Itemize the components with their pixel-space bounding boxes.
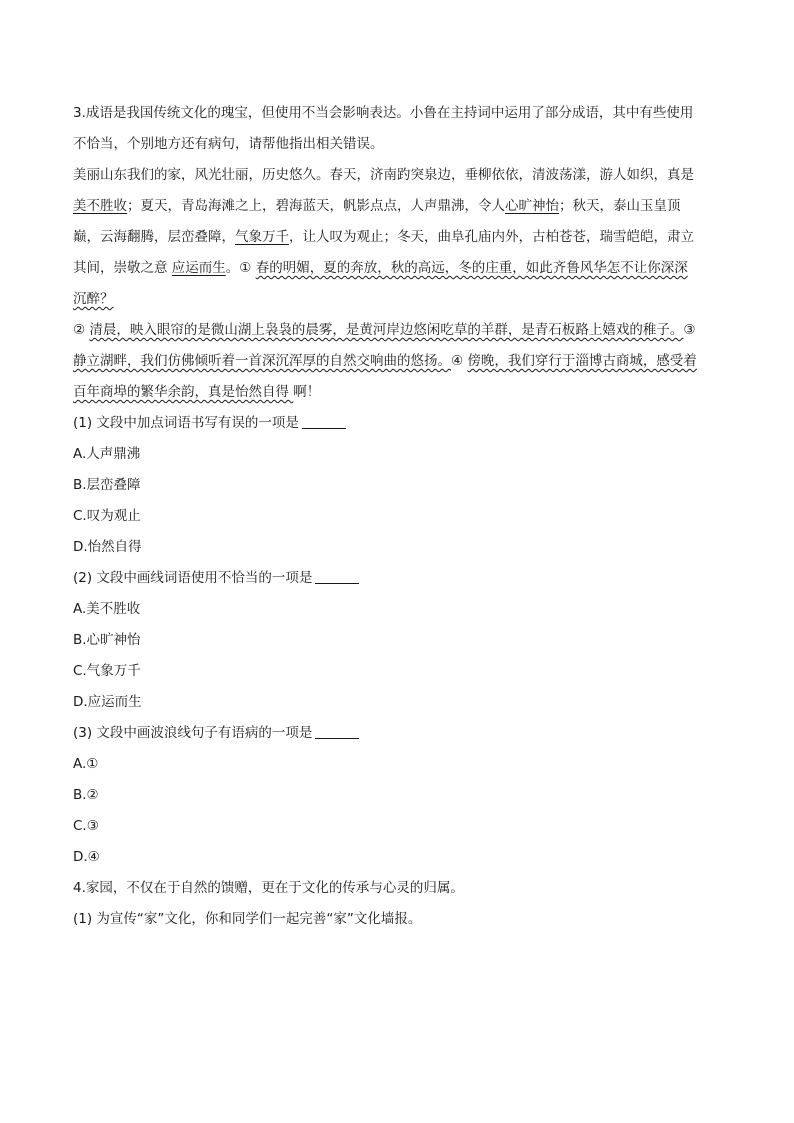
passage-line-4 [73, 253, 723, 284]
wavy-sentence: 静立湖畔，我们仿佛倾听着一首深沉浑厚的自然交响曲的悠扬。 [73, 353, 451, 369]
wavy-sentence: 春的明媚，夏的奔放，秋的高远，冬的庄重，如此齐鲁风华怎不让你深深 [255, 260, 688, 276]
passage-text: ② [73, 322, 90, 338]
question-content [73, 98, 723, 935]
option-d: D.④ [73, 849, 100, 865]
passage-line-5 [73, 284, 723, 315]
answer-blank[interactable] [302, 414, 346, 429]
underlined-idiom: 心旷神怡 [505, 198, 559, 214]
q4-stem: 4.家园，不仅在于自然的馈赠，更在于文化的传承与心灵的归属。 [73, 880, 464, 896]
wavy-sentence: 傍晚，我们穿行于淄博古商城，感受着 [467, 353, 697, 369]
option-a: A.美不胜收 [73, 601, 141, 617]
option-c: C.③ [73, 818, 99, 834]
sub-question-stem: (1) 文段中加点词语书写有误的一项是 [73, 415, 299, 431]
passage-line-7 [73, 346, 723, 377]
option-a: A.① [73, 756, 99, 772]
passage-text: ③ [683, 322, 696, 338]
passage-line-8 [73, 377, 723, 408]
passage-text: 。① [225, 260, 256, 276]
passage-text: 啊！ [293, 384, 321, 400]
answer-blank[interactable] [315, 724, 359, 739]
passage-text: ，让人叹为观止；冬天，曲阜孔庙内外，古柏苍苍，瑞雪皑皑，肃立 [289, 229, 694, 245]
passage-text: ；秋天，泰山玉皇顶 [559, 198, 681, 214]
q4-sub-question-1: (1) 为宣传“家”文化，你和同学们一起完善“家”文化墙报。 [73, 911, 422, 927]
wavy-sentence: 清晨，映入眼帘的是微山湖上袅袅的晨雾，是黄河岸边悠闲吃草的羊群，是青石板路上嬉戏的稚子。 [89, 322, 684, 338]
passage-line-3 [73, 222, 723, 253]
option-b: B.层峦叠障 [73, 477, 141, 493]
underlined-idiom: 美不胜收 [73, 198, 127, 214]
option-d: D.应运而生 [73, 694, 142, 710]
q3-stem-line-2: 不恰当，个别地方还有病句，请帮他指出相关错误。 [73, 136, 384, 152]
sub-question-1 [73, 408, 723, 439]
underlined-idiom: 气象万千 [235, 229, 289, 245]
passage-text: ④ [451, 353, 468, 369]
option-b: B.心旷神怡 [73, 632, 141, 648]
sub-question-2 [73, 563, 723, 594]
option-b: B.② [73, 787, 99, 803]
passage-text: 其间，崇敬之意 [73, 260, 172, 276]
passage-text: ；夏天，青岛海滩之上，碧海蓝天，帆影点点，人声鼎沸，令人 [127, 198, 505, 214]
sub-question-3 [73, 718, 723, 749]
option-d: D.怡然自得 [73, 539, 142, 555]
q3-stem-line-1: 3.成语是我国传统文化的瑰宝，但使用不当会影响表达。小鲁在主持词中运用了部分成语，其中有些使用 [73, 105, 694, 121]
underlined-idiom: 应运而生 [171, 260, 226, 276]
option-c: C.叹为观止 [73, 508, 141, 524]
option-c: C.气象万千 [73, 663, 141, 679]
wavy-sentence: 沉醉？ [73, 291, 114, 307]
passage-line-6 [73, 315, 723, 346]
wavy-sentence: 百年商埠的繁华余韵，真是怡然自得 [73, 384, 294, 400]
option-a: A.人声鼎沸 [73, 446, 141, 462]
passage-text: 巅，云海翻腾，层峦叠障， [73, 229, 235, 245]
passage-line-2 [73, 191, 723, 222]
answer-blank[interactable] [315, 569, 359, 584]
sub-question-stem: (2) 文段中画线词语使用不恰当的一项是 [73, 570, 313, 586]
sub-question-stem: (3) 文段中画波浪线句子有语病的一项是 [73, 725, 313, 741]
passage-line-1: 美丽山东我们的家，风光壮丽，历史悠久。春天，济南趵突泉边，垂柳依依，清波荡漾，游人如织，真是 [73, 167, 694, 183]
